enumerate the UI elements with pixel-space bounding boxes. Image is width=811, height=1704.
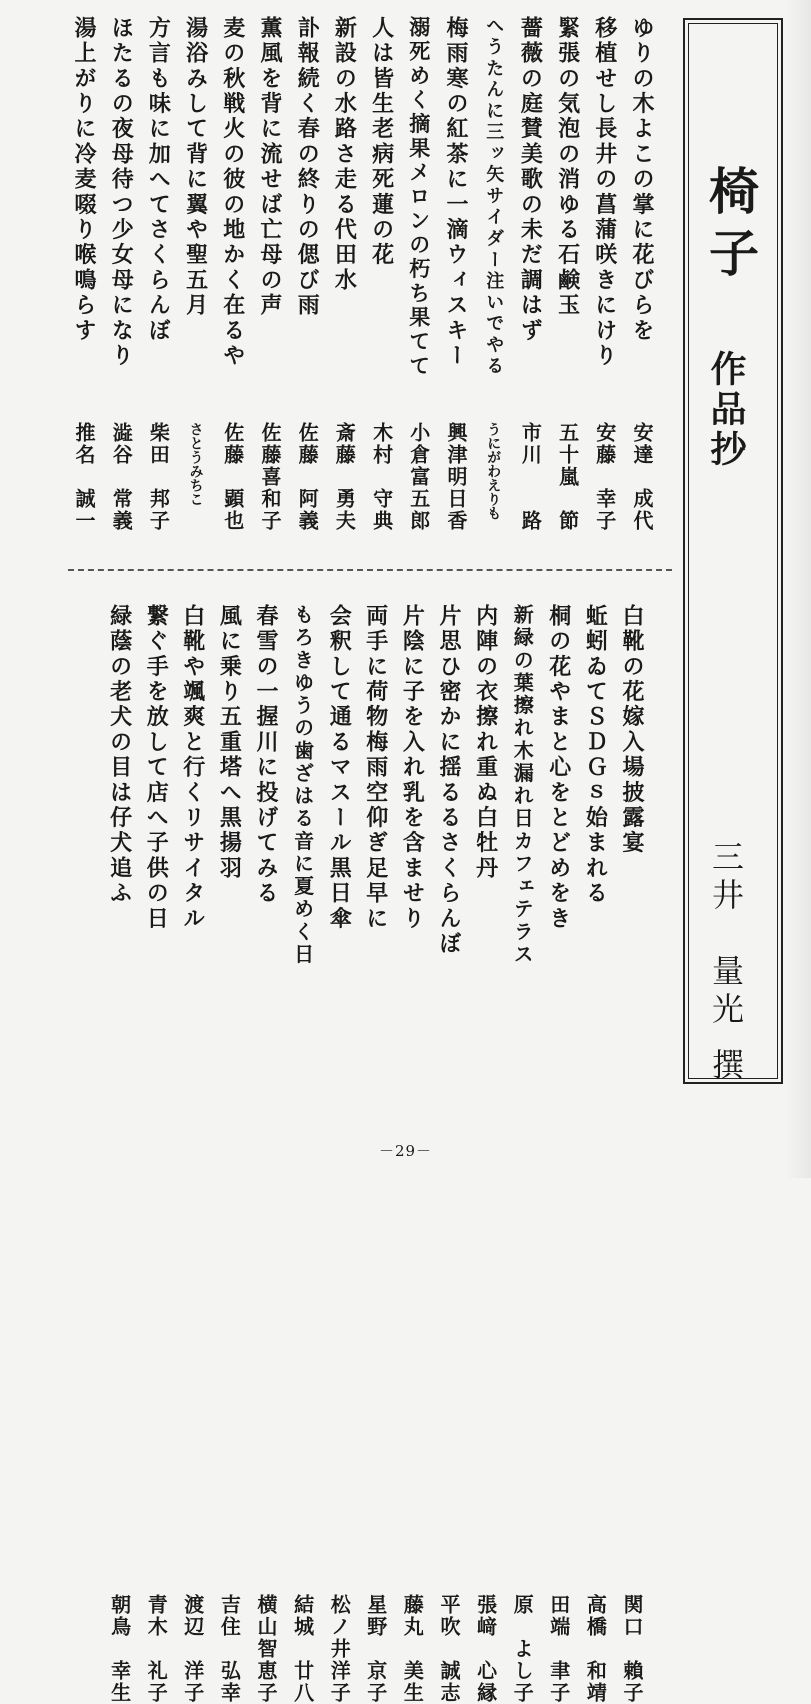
haiku-text: 新緑の葉擦れ木漏れ日カフェテラス — [510, 604, 535, 966]
haiku-author: 興津明日香 — [444, 422, 468, 532]
haiku-column — [321, 604, 357, 1704]
haiku-column — [102, 604, 138, 1704]
section-title: 椅子 — [701, 165, 760, 289]
selector-credit — [707, 840, 745, 1086]
haiku-text: 薫風を背に流せば亡母の声 — [257, 16, 283, 319]
haiku-column — [364, 16, 400, 532]
haiku-column — [138, 604, 174, 1704]
haiku-text: 蚯蚓ゐてＳＤＧｓ始まれる — [582, 604, 609, 907]
haiku-text: ゆりの木よこの掌に花びらを — [629, 16, 655, 344]
haiku-column — [438, 16, 474, 532]
haiku-author: 推名 誠一 — [72, 422, 96, 532]
haiku-text: 移植せし長井の菖蒲咲きにけり — [591, 16, 618, 369]
haiku-column — [175, 604, 211, 1704]
haiku-column — [577, 604, 613, 1704]
bleed-through-shadow — [785, 0, 811, 1178]
haiku-author: 斎藤 勇夫 — [332, 422, 357, 532]
haiku-author: 結城 廿八 — [290, 1594, 315, 1704]
haiku-text: 片思ひ密かに揺るるさくらんぼ — [436, 604, 462, 957]
haiku-text: 緑蔭の老犬の目は仔犬追ふ — [106, 604, 133, 907]
haiku-author: 高橋 和靖 — [583, 1594, 608, 1704]
haiku-author: 渡辺 洋子 — [180, 1594, 205, 1704]
haiku-column — [550, 16, 586, 532]
haiku-author: 佐藤 顕也 — [220, 422, 245, 532]
haiku-text: 内陣の衣擦れ重ぬ白牡丹 — [472, 604, 499, 882]
haiku-text: 溺死めく摘果メロンの朽ち果てて — [406, 16, 432, 379]
haiku-text: ほたるの夜母待つ少女母になり — [108, 16, 135, 369]
dashed-divider — [68, 569, 672, 571]
haiku-text: 繋ぐ手を放して店へ子供の日 — [143, 604, 170, 932]
haiku-author: 柴田 邦子 — [146, 422, 171, 532]
selector-role: 撰 — [707, 1048, 745, 1086]
haiku-column — [468, 604, 504, 1704]
haiku-text: 白靴や颯爽と行くリサイタル — [179, 604, 206, 932]
haiku-author: 横山智恵子 — [254, 1594, 278, 1704]
haiku-column — [504, 604, 540, 1704]
haiku-text: 新設の水路さ走る代田水 — [331, 16, 358, 294]
haiku-text: 方言も味に加へてさくらんぼ — [145, 16, 172, 344]
haiku-column — [358, 604, 394, 1704]
haiku-column — [587, 16, 623, 532]
haiku-author: 張﨑 心縁 — [473, 1594, 498, 1704]
haiku-text: 両手に荷物梅雨空仰ぎ足早に — [362, 604, 389, 932]
selector-name: 三井 量光 — [707, 840, 745, 1030]
haiku-column — [541, 604, 577, 1704]
haiku-column — [512, 16, 548, 532]
haiku-column — [285, 604, 321, 1704]
haiku-author: 安藤 幸子 — [592, 422, 617, 532]
haiku-author: 星野 京子 — [363, 1594, 388, 1704]
haiku-column — [66, 16, 102, 532]
haiku-author: 平吹 誠志 — [437, 1594, 461, 1704]
haiku-author: 青木 礼子 — [144, 1594, 169, 1704]
haiku-author: 市川 路 — [518, 422, 543, 532]
haiku-column — [614, 604, 650, 1704]
haiku-column — [252, 16, 288, 532]
haiku-text: もろきゆうの歯ざはる音に夏めく日 — [290, 604, 315, 966]
haiku-author: 朝鳥 幸生 — [107, 1594, 132, 1704]
haiku-author: さとうみちこ — [187, 422, 204, 506]
haiku-author: 小倉富五郎 — [406, 422, 431, 532]
haiku-text: 薔薇の庭賛美歌の未だ調はず — [517, 16, 544, 344]
haiku-author: 佐藤 阿義 — [295, 422, 320, 532]
haiku-text: 会釈して通るマスール黒日傘 — [326, 604, 353, 932]
haiku-text: 湯上がりに冷麦啜り喉鳴らす — [71, 16, 97, 344]
haiku-column — [401, 16, 437, 532]
haiku-text: 片陰に子を入れ乳を含ませり — [399, 604, 426, 932]
haiku-column — [211, 604, 247, 1704]
haiku-text: 風に乗り五重塔へ黒揚羽 — [216, 604, 243, 882]
haiku-column — [103, 16, 139, 532]
haiku-author: 吉住 弘幸 — [217, 1594, 242, 1704]
haiku-text: 訃報続く春の終りの偲び雨 — [294, 16, 321, 319]
haiku-author: 五十嵐 節 — [555, 422, 580, 532]
haiku-author: 関口 賴子 — [620, 1594, 644, 1704]
haiku-author: 藤丸 美生 — [400, 1594, 425, 1704]
haiku-column — [215, 16, 251, 532]
haiku-author: 澁谷 常義 — [109, 422, 134, 532]
haiku-author: うにがわえりも — [485, 422, 502, 520]
haiku-column — [289, 16, 325, 532]
haiku-text: 梅雨寒の紅茶に一滴ウィスキー — [443, 16, 469, 369]
haiku-text: 湯浴みして背に翼や聖五月 — [182, 16, 209, 319]
section-subtitle: 作品抄 — [705, 350, 747, 470]
haiku-author: 原 よし子 — [510, 1594, 535, 1704]
haiku-column — [624, 16, 660, 532]
haiku-author: 田端 聿子 — [546, 1594, 571, 1704]
haiku-column — [140, 16, 176, 532]
haiku-column — [475, 16, 511, 520]
haiku-text: 桐の花やまと心をとどめをき — [545, 604, 572, 932]
page-number: －29－ — [378, 1142, 433, 1160]
haiku-column — [326, 16, 362, 532]
haiku-text: 麦の秋戦火の彼の地かく在るや — [219, 16, 246, 369]
haiku-author: 松ノ井洋子 — [327, 1594, 352, 1704]
haiku-column — [178, 16, 214, 506]
haiku-author: 佐藤喜和子 — [258, 422, 282, 532]
haiku-text: 春雪の一握川に投げてみる — [253, 604, 279, 907]
haiku-text: 白靴の花嫁入場披露宴 — [619, 604, 645, 856]
haiku-column — [248, 604, 284, 1704]
haiku-column — [431, 604, 467, 1704]
haiku-text: 緊張の気泡の消ゆる石鹸玉 — [554, 16, 581, 319]
haiku-text: 人は皆生老病死蓮の花 — [368, 16, 395, 268]
haiku-author: 木村 守典 — [369, 422, 394, 532]
haiku-text: へうたんに三ッ矢サイダー注いでやる — [483, 16, 505, 378]
haiku-author: 安達 成代 — [630, 422, 654, 532]
